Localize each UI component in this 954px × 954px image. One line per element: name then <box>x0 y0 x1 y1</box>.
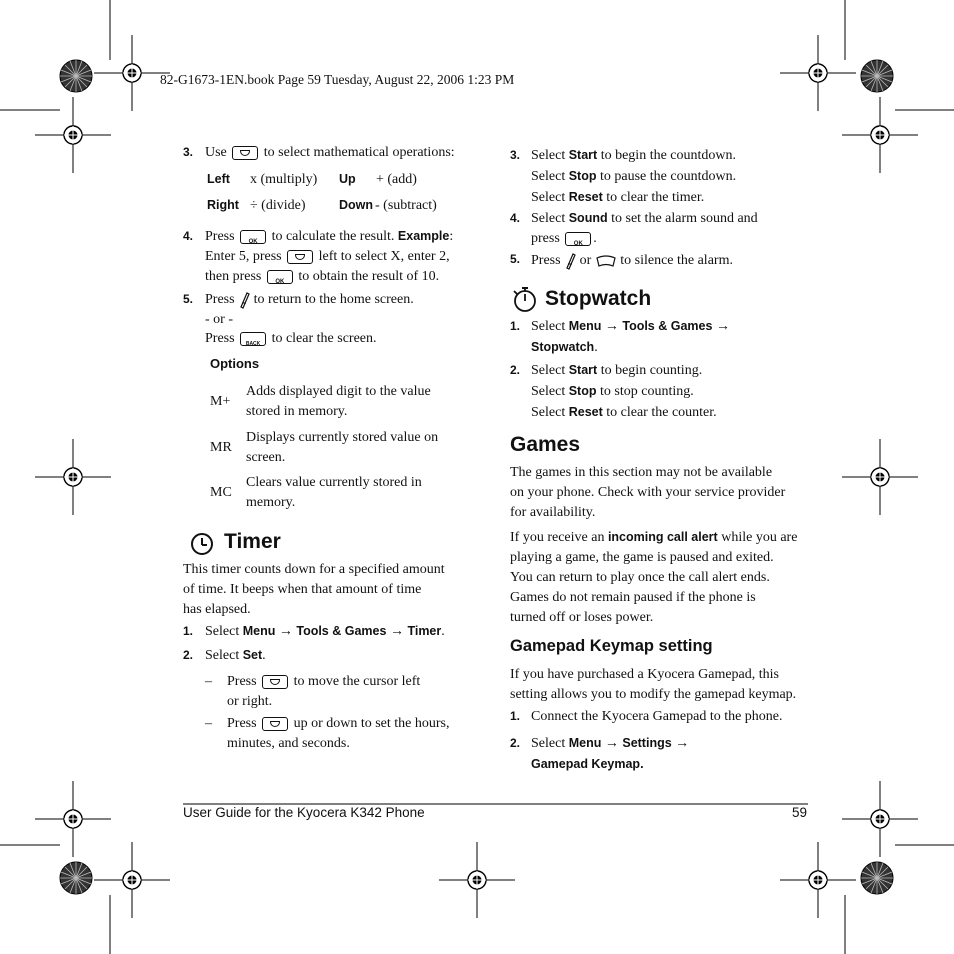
stopwatch-icon <box>510 285 538 313</box>
stopwatch-step-1: 1. Select Menu → Tools & Games → Stopwatch. <box>510 319 730 355</box>
timer-dash-1: – Press to move the cursor left or right. <box>205 674 421 709</box>
op-row-2 <box>207 198 437 214</box>
option-code: MR <box>210 440 232 455</box>
gamepad-step-1: 1. Connect the Kyocera Gamepad to the phone. <box>510 709 783 724</box>
timer-intro: This timer counts down for a specified amount of time. It beeps when that amount of time has elapsed. <box>183 562 445 617</box>
ok-key-icon <box>240 230 266 244</box>
countdown-step-3: 3. Select Start to begin the countdown. Select Stop to pause the countdown. Select Reset to clear the timer. <box>510 148 737 205</box>
timer-step-1: 1. Select Menu → Tools & Games → Timer. <box>183 624 445 639</box>
navigation-key-icon <box>262 717 288 731</box>
options-title: Options <box>210 356 260 371</box>
step-number: 3. <box>183 145 194 159</box>
op-value: + (add) <box>376 172 417 187</box>
step-5: 5. Press to return to the home screen. - or - Press BACK to clear the screen. <box>183 290 193 310</box>
op-value: - (subtract) <box>375 198 437 213</box>
page-number: 59 <box>792 805 808 820</box>
section-title: Timer <box>224 530 281 553</box>
op-value: x (multiply) <box>250 172 318 187</box>
gamepad-step-2: 2. Select Menu → Settings → Gamepad Keymap. <box>510 736 690 771</box>
print-header: 82-G1673-1EN.book Page 59 Tuesday, August 22, 2006 1:23 PM <box>160 72 515 87</box>
op-value: ÷ (divide) <box>250 198 306 213</box>
timer-dash-2: – Press up or down to set the hours, minutes, and seconds. <box>205 716 450 751</box>
step-4: 4. Press OK to calculate the result. Example: Enter 5, press left to select X, enter 2, then press OK to obtain the result of 10. <box>183 226 193 247</box>
gamepad-heading: Gamepad Keymap setting <box>510 637 713 655</box>
op-key-label: Left <box>207 172 230 186</box>
games-paragraph-1: The games in this section may not be available on your phone. Check with your service provider for availability. <box>510 465 786 520</box>
op-key-label: Up <box>339 172 356 186</box>
option-code: M+ <box>210 394 231 409</box>
countdown-step-4: 4. Select Sound to set the alarm sound and press OK . <box>510 208 520 229</box>
back-key-icon <box>240 332 266 346</box>
step-number: 4. <box>183 229 194 243</box>
op-key-label: Right <box>207 198 239 212</box>
step-number: 5. <box>183 292 194 306</box>
games-heading: Games <box>510 433 581 456</box>
step-3 <box>183 145 455 161</box>
ok-key-icon <box>565 232 591 246</box>
gamepad-paragraph: If you have purchased a Kyocera Gamepad, this setting allows you to modify the gamepad keymap. <box>510 667 797 702</box>
step-text: to select mathematical operations: <box>263 145 455 160</box>
ok-key-icon <box>267 270 293 284</box>
op-row-1 <box>207 172 417 188</box>
timer-step-2: 2. Select Set. <box>183 648 266 663</box>
footer-title: User Guide for the Kyocera K342 Phone <box>183 805 425 820</box>
navigation-key-icon <box>287 250 313 264</box>
end-key-icon <box>564 252 576 270</box>
games-paragraph-2: If you receive an incoming call alert while you are playing a game, the game is paused and exited. You can return to play once the call alert ends. Games do not remain paused if the phone is turned off or loses power. <box>510 530 798 625</box>
option-code: MC <box>210 485 232 500</box>
navigation-key-icon <box>262 675 288 689</box>
stopwatch-step-2: 2. Select Start to begin counting. Select Stop to stop counting. Select Reset to clear the counter. <box>510 363 717 420</box>
step-text: Use <box>205 145 227 160</box>
or-separator: - or - <box>205 311 233 327</box>
countdown-step-5: 5. Press or to silence the alarm. <box>510 252 733 269</box>
section-title: Stopwatch <box>545 287 652 310</box>
end-key-icon <box>238 291 250 309</box>
navigation-key-icon <box>232 146 258 160</box>
clock-icon <box>190 532 214 556</box>
send-key-icon <box>595 254 617 268</box>
op-key-label: Down <box>339 198 374 212</box>
